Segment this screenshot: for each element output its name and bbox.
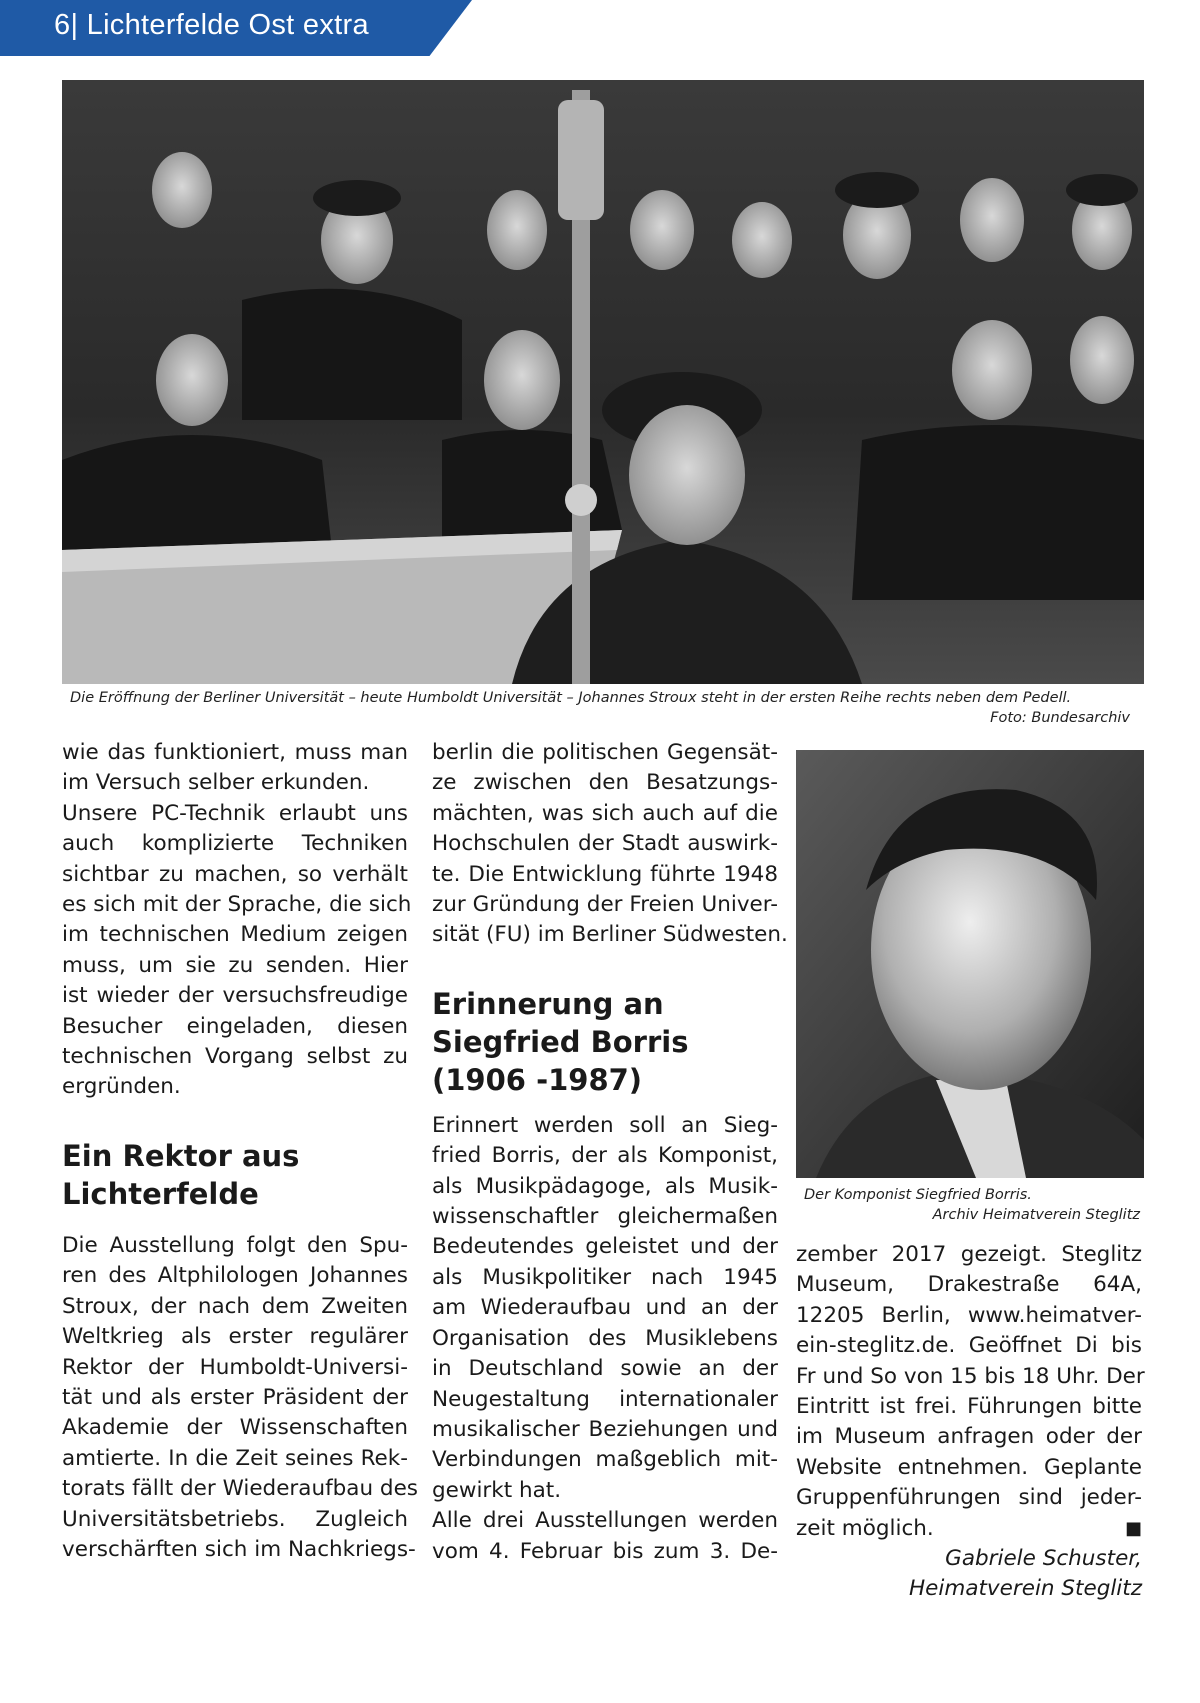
col2-line: als Musikpädagoge, als Musik-	[432, 1173, 778, 1199]
col2-line: musikalischer Beziehungen und	[432, 1416, 778, 1442]
page-number: 6	[54, 9, 71, 41]
col2-line: wissenschaftler gleichermaßen	[432, 1204, 778, 1230]
col1-line: ren des Altphilologen Johannes	[62, 1263, 408, 1289]
col1-line: technischen Vorgang selbst zu	[62, 1044, 408, 1070]
col3-line: ein-steglitz.de. Geöffnet Di bis	[796, 1333, 1142, 1359]
col3-line: Website entnehmen. Geplante	[796, 1454, 1142, 1480]
heading-line: Ein Rektor aus	[62, 1138, 300, 1173]
col1-line: ist wieder der versuchsfreudige	[62, 983, 408, 1009]
col3-line: Eintritt ist frei. Führungen bitte	[796, 1394, 1142, 1420]
col3-line: Fr und So von 15 bis 18 Uhr. Der	[796, 1363, 1145, 1389]
col1-line: Weltkrieg als erster regulärer	[62, 1324, 408, 1350]
col1-line: torats fällt der Wiederaufbau des	[62, 1476, 418, 1502]
col3-last-text: zeit möglich.	[796, 1515, 934, 1541]
col2-line: Erinnert werden soll an Sieg-	[432, 1112, 778, 1138]
main-photo-caption-text: Die Eröffnung der Berliner Universität – heute Humboldt Universität – Johannes Stroux steht in der ersten Reihe rechts neben dem Pedell.	[70, 690, 1072, 706]
heading-line: Siegfried Borris	[432, 1024, 689, 1059]
col1-line: Besucher eingeladen, diesen	[62, 1013, 408, 1039]
portrait-caption-text: Der Komponist Siegfried Borris.	[804, 1187, 1032, 1203]
col1-line: Akademie der Wissenschaften	[62, 1415, 408, 1441]
col1-line: amtierte. In die Zeit seines Rek-	[62, 1445, 408, 1471]
col1-line: Unsere PC-Technik erlaubt uns	[62, 800, 408, 826]
col2-line: fried Borris, der als Komponist,	[432, 1143, 778, 1169]
main-photo-caption	[70, 688, 1138, 728]
col2-line: mächten, was sich auch auf die	[432, 800, 778, 826]
col3-line: Gruppenführungen sind jeder-	[796, 1485, 1142, 1511]
col1-line: Universitätsbetriebs. Zugleich	[62, 1506, 408, 1532]
author-organization: Heimatverein Steglitz	[909, 1576, 1142, 1602]
col1-line: Rektor der Humboldt-Universi-	[62, 1354, 408, 1380]
col2-line: ze zwischen den Besatzungs-	[432, 770, 778, 796]
main-photo	[62, 80, 1144, 684]
heading-line: (1906 -1987)	[432, 1062, 643, 1097]
col2-line: zur Gründung der Freien Univer-	[432, 892, 778, 918]
heading-line: Erinnerung an	[432, 986, 664, 1021]
col1-line: es sich mit der Sprache, die sich	[62, 892, 412, 918]
col1-line: im Versuch selber erkunden.	[62, 770, 370, 796]
col2-line: berlin die politischen Gegensät-	[432, 740, 778, 765]
heading-line: Lichterfelde	[62, 1176, 259, 1211]
col1-line: im technischen Medium zeigen	[62, 922, 408, 948]
col1-paragraph-1	[62, 738, 412, 1103]
col2-line: sität (FU) im Berliner Südwesten.	[432, 922, 788, 948]
col1-line: auch komplizierte Techniken	[62, 831, 408, 857]
col2-paragraph-1	[432, 738, 788, 951]
column-2	[432, 738, 788, 1567]
col2-line: gewirkt hat.	[432, 1477, 562, 1503]
col2-line: in Deutschland sowie an der	[432, 1356, 778, 1382]
col2-line: Organisation des Musiklebens	[432, 1325, 778, 1351]
section-header	[54, 9, 369, 42]
col3-line: zember 2017 gezeigt. Steglitz	[796, 1242, 1142, 1267]
main-photo-credit: Foto: Bundesarchiv	[990, 710, 1130, 726]
col3-line-last	[796, 1514, 1142, 1544]
col3-line: Museum, Drakestraße 64A,	[796, 1272, 1142, 1298]
col2-line: am Wiederaufbau und an der	[432, 1295, 778, 1321]
col2-line: Verbindungen maßgeblich mit-	[432, 1447, 778, 1473]
col2-line: vom 4. Februar bis zum 3. De-	[432, 1538, 778, 1564]
col1-line: Die Ausstellung folgt den Spu-	[62, 1232, 408, 1258]
portrait-photo	[796, 750, 1144, 1178]
col2-line: te. Die Entwicklung führte 1948	[432, 861, 778, 887]
col2-paragraph-2	[432, 1111, 778, 1567]
column-3	[796, 1240, 1145, 1605]
portrait-credit: Archiv Heimatverein Steglitz	[932, 1207, 1140, 1223]
col2-line: Bedeutendes geleistet und der	[432, 1234, 778, 1260]
col2-line: Hochschulen der Stadt auswirk-	[432, 831, 778, 857]
col3-line: im Museum anfragen oder der	[796, 1424, 1142, 1450]
col1-line: verschärften sich im Nachkriegs-	[62, 1536, 416, 1562]
end-mark-icon: ■	[1124, 1517, 1142, 1539]
col1-line: ergründen.	[62, 1074, 181, 1100]
col3-paragraph	[796, 1240, 1145, 1544]
heading-erinnerung	[432, 985, 778, 1099]
col1-line: sichtbar zu machen, so verhält	[62, 861, 408, 887]
col1-line: Stroux, der nach dem Zweiten	[62, 1293, 408, 1319]
col2-line: Alle drei Ausstellungen werden	[432, 1508, 778, 1534]
col2-line: Neugestaltung internationaler	[432, 1386, 778, 1412]
col2-line: als Musikpolitiker nach 1945	[432, 1264, 778, 1290]
author-signature: Gabriele Schuster,	[945, 1546, 1142, 1572]
col1-line: tät und als erster Präsident der	[62, 1384, 408, 1410]
section-title: Lichterfelde Ost extra	[86, 9, 369, 41]
col1-paragraph-2	[62, 1231, 418, 1565]
header-separator: |	[70, 9, 79, 41]
column-1	[62, 738, 418, 1565]
col1-line: wie das funktioniert, muss man	[62, 740, 408, 765]
col3-line: 12205 Berlin, www.heimatver-	[796, 1302, 1142, 1328]
heading-ein-rektor	[62, 1137, 408, 1213]
portrait-caption	[804, 1185, 1140, 1225]
col1-line: muss, um sie zu senden. Hier	[62, 952, 408, 978]
